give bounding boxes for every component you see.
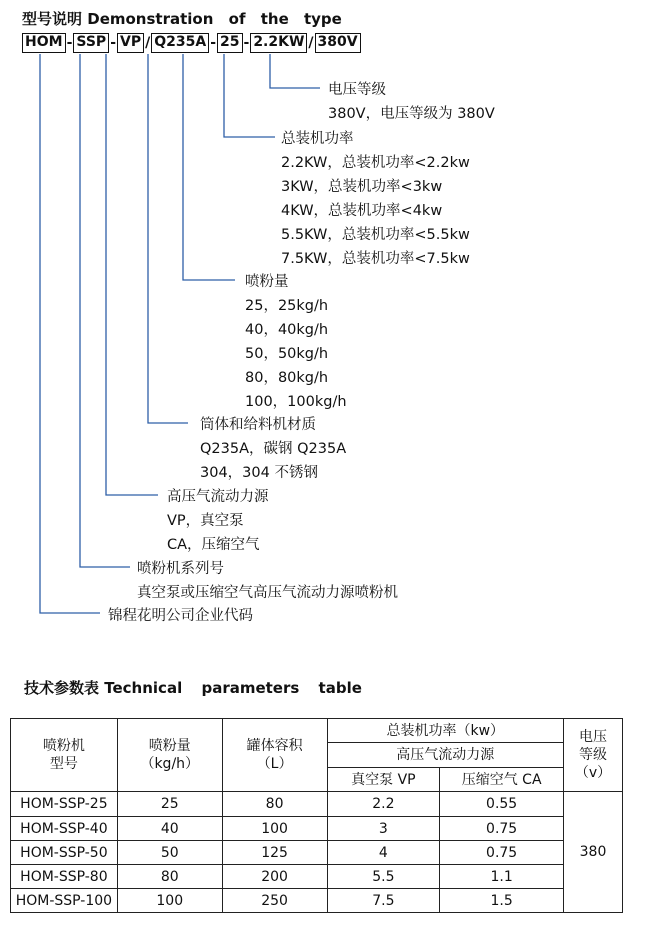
table-title-en-word: table xyxy=(318,679,362,697)
header-text: 等级 xyxy=(579,747,607,763)
cell-vp: 2.2 xyxy=(327,792,440,817)
cell-ca: 1.1 xyxy=(440,865,564,889)
connector-capacity xyxy=(183,54,235,280)
cell-model: HOM-SSP-100 xyxy=(11,889,118,913)
voltage-item: 380V，电压等级为 380V xyxy=(328,106,495,122)
capacity-item: 100，100kg/h xyxy=(245,394,347,410)
connector-voltage xyxy=(270,54,320,88)
connector-series xyxy=(80,54,130,567)
airsource-item: CA，压缩空气 xyxy=(167,537,260,553)
cell-rate: 100 xyxy=(117,889,222,913)
parameters-table xyxy=(10,718,623,913)
table-row xyxy=(11,841,623,865)
header-model xyxy=(11,719,118,792)
cell-vp: 7.5 xyxy=(327,889,440,913)
table-row xyxy=(11,865,623,889)
connector-material xyxy=(148,54,188,423)
cell-vp: 5.5 xyxy=(327,865,440,889)
cell-rate: 50 xyxy=(117,841,222,865)
table-row xyxy=(11,817,623,841)
cell-ca: 1.5 xyxy=(440,889,564,913)
header-ca: 压缩空气 CA xyxy=(440,768,564,792)
voltage-title: 电压等级 xyxy=(328,82,386,98)
title-en-word: of xyxy=(228,10,246,28)
code-separator: / xyxy=(308,35,314,51)
power-item: 5.5KW，总装机功率<5.5kw xyxy=(281,227,470,243)
title-en-word: the xyxy=(260,10,289,28)
code-seg-power: 2.2KW xyxy=(250,33,307,53)
cell-volume: 80 xyxy=(222,792,327,817)
table-row xyxy=(11,792,623,817)
header-text: 喷粉机 xyxy=(42,738,85,754)
header-vp: 真空泵 VP xyxy=(327,768,440,792)
header-source: 高压气流动力源 xyxy=(327,743,564,768)
header-text: （L） xyxy=(256,756,293,772)
cell-ca: 0.75 xyxy=(440,817,564,841)
code-separator: - xyxy=(110,35,116,51)
capacity-item: 40，40kg/h xyxy=(245,322,329,338)
table-title-en-word: parameters xyxy=(201,679,300,697)
table-row xyxy=(11,889,623,913)
title-en-word: Demonstration xyxy=(87,10,214,28)
cell-rate: 40 xyxy=(117,817,222,841)
header-text: （kg/h） xyxy=(140,756,200,772)
material-item: 304，304 不锈钢 xyxy=(200,465,318,481)
code-separator: - xyxy=(66,35,73,51)
code-separator: - xyxy=(243,35,250,51)
header-text: （v） xyxy=(574,765,612,781)
table-title-en-word: Technical xyxy=(104,679,183,697)
header-rate xyxy=(117,719,222,792)
header-text: 罐体容积 xyxy=(246,738,303,754)
cell-model: HOM-SSP-80 xyxy=(11,865,118,889)
code-seg-series: SSP xyxy=(73,33,109,53)
cell-model: HOM-SSP-50 xyxy=(11,841,118,865)
cell-vp: 3 xyxy=(327,817,440,841)
power-item: 2.2KW，总装机功率<2.2kw xyxy=(281,155,470,171)
code-seg-voltage: 380V xyxy=(315,33,361,53)
table-title xyxy=(24,677,362,698)
cell-rate: 25 xyxy=(117,792,222,817)
power-title: 总装机功率 xyxy=(281,131,354,147)
material-item: Q235A，碳钢 Q235A xyxy=(200,441,347,457)
cell-vp: 4 xyxy=(327,841,440,865)
code-seg-company: HOM xyxy=(22,33,66,53)
header-voltage xyxy=(564,719,623,792)
title-cn: 型号说明 xyxy=(22,10,83,28)
airsource-title: 高压气流动力源 xyxy=(167,489,269,505)
code-seg-airsource: VP xyxy=(117,33,144,53)
code-seg-material: Q235A xyxy=(151,33,209,53)
table-title-cn: 技术参数表 xyxy=(24,679,100,697)
title-en-word: type xyxy=(303,10,342,28)
airsource-item: VP，真空泵 xyxy=(167,513,244,529)
cell-rate: 80 xyxy=(117,865,222,889)
cell-ca: 0.55 xyxy=(440,792,564,817)
series-title: 喷粉机系列号 xyxy=(137,561,224,577)
header-power: 总装机功率（kw） xyxy=(327,719,564,743)
connector-airsource xyxy=(106,54,158,495)
power-item: 3KW，总装机功率<3kw xyxy=(281,179,443,195)
code-seg-capacity: 25 xyxy=(217,33,242,53)
cell-volume: 200 xyxy=(222,865,327,889)
capacity-title: 喷粉量 xyxy=(245,274,289,290)
cell-voltage: 380 xyxy=(564,792,623,913)
power-item: 7.5KW，总装机功率<7.5kw xyxy=(281,251,470,267)
header-text: 电压 xyxy=(579,729,607,745)
power-item: 4KW，总装机功率<4kw xyxy=(281,203,443,219)
cell-model: HOM-SSP-25 xyxy=(11,792,118,817)
material-title: 筒体和给料机材质 xyxy=(200,417,316,433)
header-volume xyxy=(222,719,327,792)
code-separator: / xyxy=(145,35,151,51)
connector-power xyxy=(224,54,275,137)
code-separator: - xyxy=(210,35,217,51)
header-text: 喷粉量 xyxy=(148,738,191,754)
cell-ca: 0.75 xyxy=(440,841,564,865)
header-text: 型号 xyxy=(49,756,78,772)
capacity-item: 25，25kg/h xyxy=(245,298,329,314)
cell-model: HOM-SSP-40 xyxy=(11,817,118,841)
company-title: 锦程花明公司企业代码 xyxy=(108,608,253,624)
capacity-item: 80，80kg/h xyxy=(245,370,329,386)
capacity-item: 50，50kg/h xyxy=(245,346,329,362)
cell-volume: 250 xyxy=(222,889,327,913)
connector-company xyxy=(40,54,100,613)
cell-volume: 125 xyxy=(222,841,327,865)
series-item: 真空泵或压缩空气高压气流动力源喷粉机 xyxy=(137,585,398,601)
cell-volume: 100 xyxy=(222,817,327,841)
